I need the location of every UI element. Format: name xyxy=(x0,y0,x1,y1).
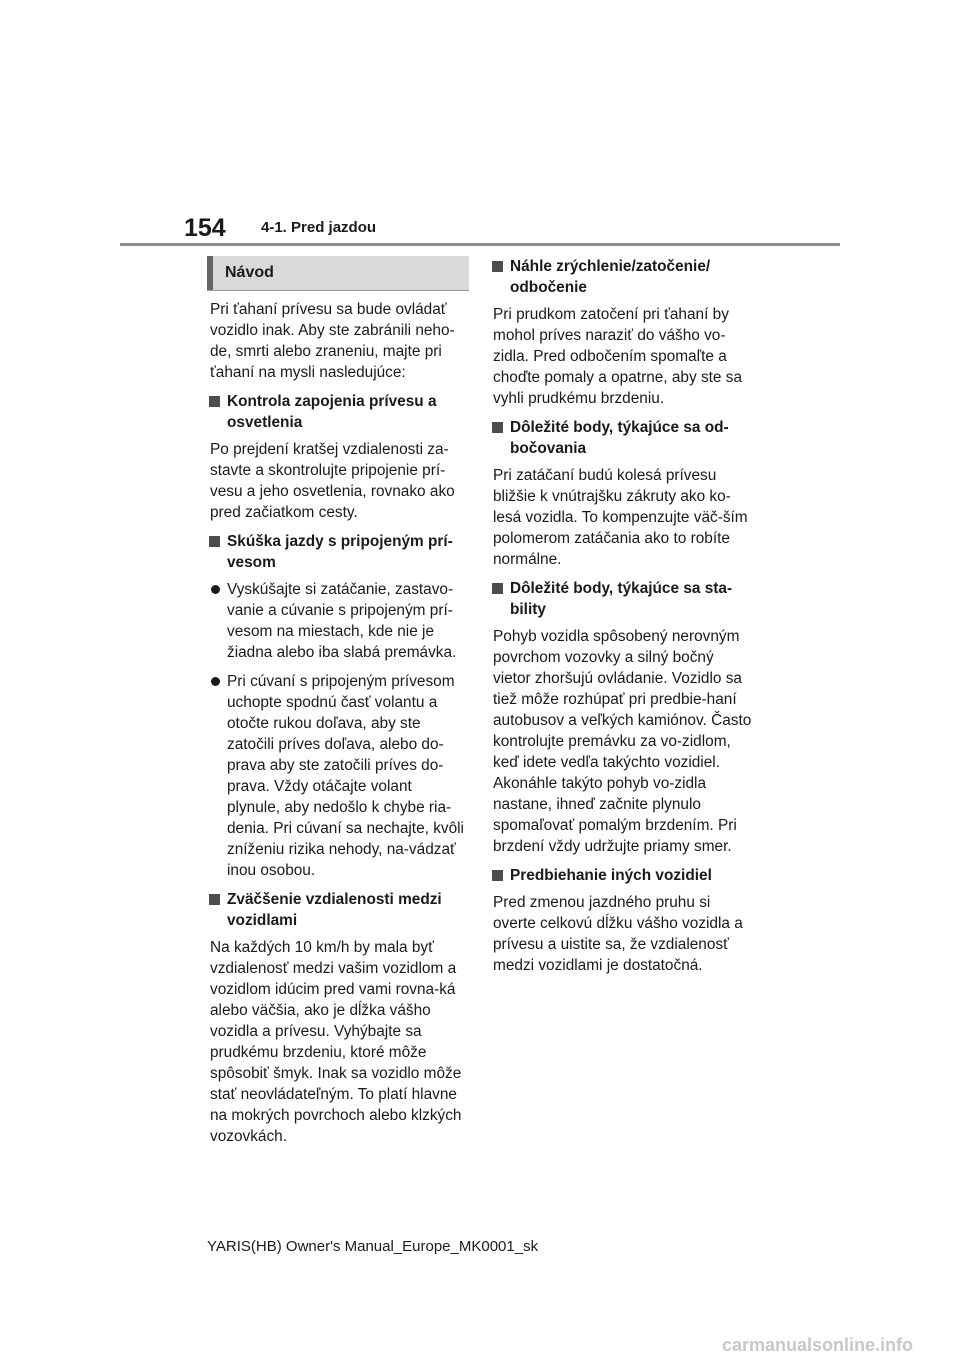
page-number: 154 xyxy=(184,214,226,242)
square-bullet-icon xyxy=(492,870,503,881)
square-bullet-icon xyxy=(492,583,503,594)
section-paragraph: Na každých 10 km/h by mala byť vzdialenosť medzi vašim vozidlom a vozidlom idúcim pred vami rovna-ká alebo väčšia, ako je dĺžka vášho vozidla a prívesu. Vyhýbajte sa prudkému brzdeniu, ktoré môže spôsobiť šmyk. Inak sa vozidlo môže stať neovládateľným. To platí hlavne na mokrých povrchoch alebo klzkých vozovkách. xyxy=(210,939,462,1145)
section-heading: Kontrola zapojenia prívesu a osvetlenia xyxy=(207,391,469,433)
bullet-item: Pri cúvaní s pripojeným prívesom uchopte spodnú časť volantu a otočte rukou doľava, aby ste zatočili príves doľava, alebo do-prava aby ste zatočili príves do-prava. Vždy otáčajte volant plynule, aby nedošlo k chybe ria-denia. Pri cúvaní sa nechajte, kvôli zníženiu rizika nehody, na-vádzať inou osobou. xyxy=(207,671,469,881)
watermark: carmanualsonline.info xyxy=(722,1335,914,1355)
left-column xyxy=(207,256,469,1155)
section-paragraph: Pohyb vozidla spôsobený nerovným povrchom vozovky a silný bočný vietor zhoršujú ovládanie. Vozidlo sa tiež môže rozhúpať pri predbie-haní autobusov a veľkých kamiónov. Často kontrolujte premávku za vo-zidlom, keď idete vedľa takýchto vozidiel. Akonáhle takýto pohyb vo-zidla nastane, ihneď začnite plynulo spomaľovať pomalým brzdením. Pri brzdení vždy udržujte priamy smer. xyxy=(493,628,752,855)
section-paragraph: Po prejdení kratšej vzdialenosti za-stavte a skontrolujte pripojenie prí-vesu a jeho osvetlenia, rovnako ako pred začiatkom cesty. xyxy=(210,441,455,521)
section-paragraph: Pri zatáčaní budú kolesá prívesu bližšie k vnútrajšku zákruty ako ko-lesá vozidla. To kompenzujte väč-ším polomerom zatáčania ako to robíte normálne. xyxy=(493,467,748,568)
square-bullet-icon xyxy=(209,536,220,547)
square-bullet-icon xyxy=(492,261,503,272)
header-divider xyxy=(120,243,840,246)
section-heading: Dôležité body, týkajúce sa sta-bility xyxy=(490,578,754,620)
section-heading: Zväčšenie vzdialenosti medzi vozidlami xyxy=(207,889,469,931)
square-bullet-icon xyxy=(492,422,503,433)
section-heading: Dôležité body, týkajúce sa od-bočovania xyxy=(490,417,754,459)
section-heading: Predbiehanie iných vozidiel xyxy=(490,865,754,886)
section-paragraph: Pri prudkom zatočení pri ťahaní by mohol príves naraziť do vášho vo-zidla. Pred odbočením spomaľte a choďte pomaly a opatrne, aby ste sa vyhli prudkému brzdeniu. xyxy=(493,306,743,407)
round-bullet-icon xyxy=(211,585,220,594)
right-column xyxy=(490,256,754,984)
section-heading: Náhle zrýchlenie/zatočenie/ odbočenie xyxy=(490,256,754,298)
square-bullet-icon xyxy=(209,396,220,407)
bullet-item: Vyskúšajte si zatáčanie, zastavo-vanie a cúvanie s pripojeným prí-vesom na miestach, kde nie je žiadna alebo iba slabá premávka. xyxy=(207,579,469,663)
intro-paragraph: Pri ťahaní prívesu sa bude ovládať vozidlo inak. Aby ste zabránili neho-de, smrti alebo zraneniu, majte pri ťahaní na mysli nasledujúce: xyxy=(210,301,455,381)
notice-divider xyxy=(207,290,469,291)
round-bullet-icon xyxy=(211,677,220,686)
notice-title: Návod xyxy=(225,264,274,281)
notice-header xyxy=(207,256,469,290)
square-bullet-icon xyxy=(209,894,220,905)
section-title: 4-1. Pred jazdou xyxy=(261,219,377,236)
section-paragraph: Pred zmenou jazdného pruhu si overte celkovú dĺžku vášho vozidla a prívesu a uistite sa, že vzdialenosť medzi vozidlami je dostatočná. xyxy=(493,894,743,974)
footer-text: YARIS(HB) Owner's Manual_Europe_MK0001_sk xyxy=(207,1238,539,1255)
section-heading: Skúška jazdy s pripojeným prí-vesom xyxy=(207,531,469,573)
